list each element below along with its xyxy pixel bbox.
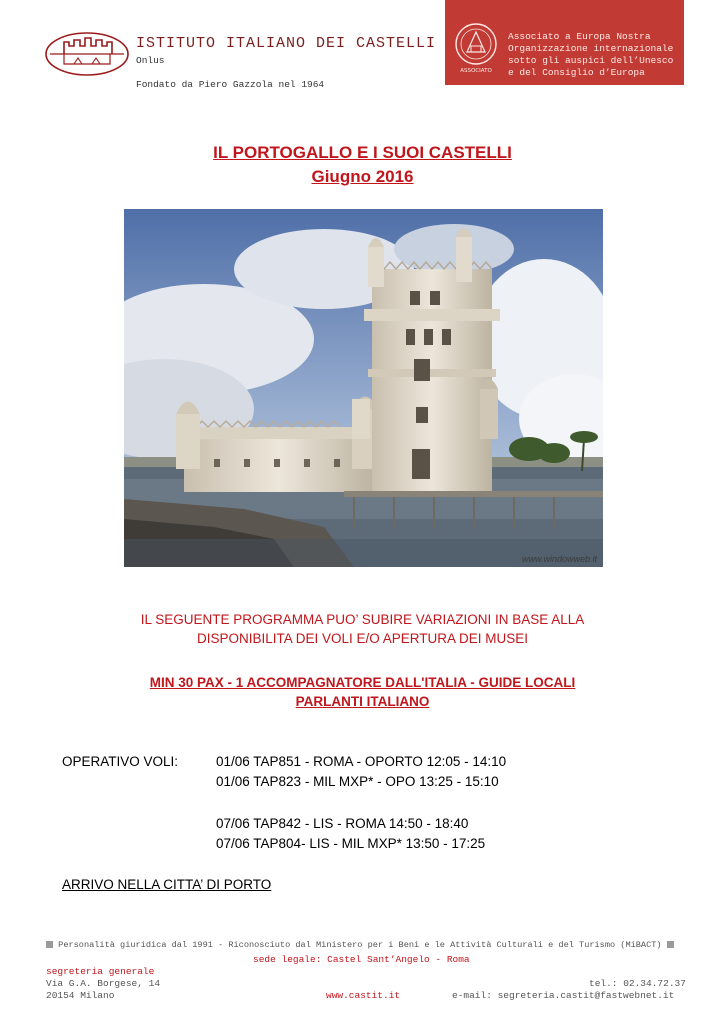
- footer-website-link[interactable]: www.castit.it: [326, 990, 401, 1001]
- arrival-heading: ARRIVO NELLA CITTA’ DI PORTO: [62, 877, 272, 892]
- affiliation-line-4: e del Consiglio d’Europa: [508, 67, 645, 78]
- group-info-line-2: PARLANTI ITALIANO: [295, 694, 430, 709]
- tower-of-belem-photo: [124, 209, 603, 567]
- footer-square-right: [667, 941, 674, 948]
- photo-watermark: www.windowweb.it: [521, 554, 597, 564]
- variation-notice-line-2: DISPONIBILITA DEI VOLI E/O APERTURA DEI MUSEI: [196, 631, 529, 646]
- flight-return-2: 07/06 TAP804- LIS - MIL MXP* 13:50 - 17:25: [216, 836, 486, 851]
- variation-notice-line-1: IL SEGUENTE PROGRAMMA PUO’ SUBIRE VARIAZIONI IN BASE ALLA: [140, 612, 585, 627]
- footer-legal: [46, 940, 674, 950]
- org-name: ISTITUTO ITALIANO DEI CASTELLI: [136, 35, 437, 52]
- flight-return-1: 07/06 TAP842 - LIS - ROMA 14:50 - 18:40: [216, 816, 469, 831]
- footer-tel: tel.: 02.34.72.37: [589, 978, 686, 989]
- flight-outbound-1: 01/06 TAP851 - ROMA - OPORTO 12:05 - 14:10: [216, 754, 507, 769]
- footer-secretariat-label: segreteria generale: [46, 966, 155, 977]
- europa-nostra-emblem: [453, 18, 499, 76]
- europa-nostra-box: [445, 0, 684, 85]
- footer-seat: sede legale: Castel Sant’Angelo - Roma: [253, 954, 470, 965]
- founded-note: Fondato da Piero Gazzola nel 1964: [136, 79, 325, 90]
- group-info-line-1: MIN 30 PAX - 1 ACCOMPAGNATORE DALL'ITALIA - GUIDE LOCALI: [149, 675, 576, 690]
- affiliation-line-2: Organizzazione internazionale: [508, 43, 674, 54]
- footer-address-1: Via G.A. Borgese, 14: [46, 978, 161, 989]
- footer-email-link[interactable]: e-mail: segreteria.castit@fastwebnet.it: [452, 990, 675, 1001]
- org-subtitle: Onlus: [136, 55, 165, 66]
- emblem-text: ASSOCIATO: [460, 68, 492, 74]
- institute-logo: [44, 30, 130, 78]
- flight-outbound-2: 01/06 TAP823 - MIL MXP* - OPO 13:25 - 15:10: [216, 774, 499, 789]
- flights-label: OPERATIVO VOLI:: [62, 754, 179, 769]
- document-date: Giugno 2016: [311, 167, 414, 186]
- affiliation-line-3: sotto gli auspici dell’Unesco: [508, 55, 674, 66]
- affiliation-line-1: Associato a Europa Nostra: [508, 31, 651, 42]
- footer-legal-text: Personalità giuridica dal 1991 - Riconosciuto dal Ministero per i Beni e le Attività Culturali e del Turismo (MiBACT): [58, 940, 662, 950]
- footer-square-left: [46, 941, 53, 948]
- footer-address-2: 20154 Milano: [46, 990, 115, 1001]
- document-title: IL PORTOGALLO E I SUOI CASTELLI: [213, 143, 512, 162]
